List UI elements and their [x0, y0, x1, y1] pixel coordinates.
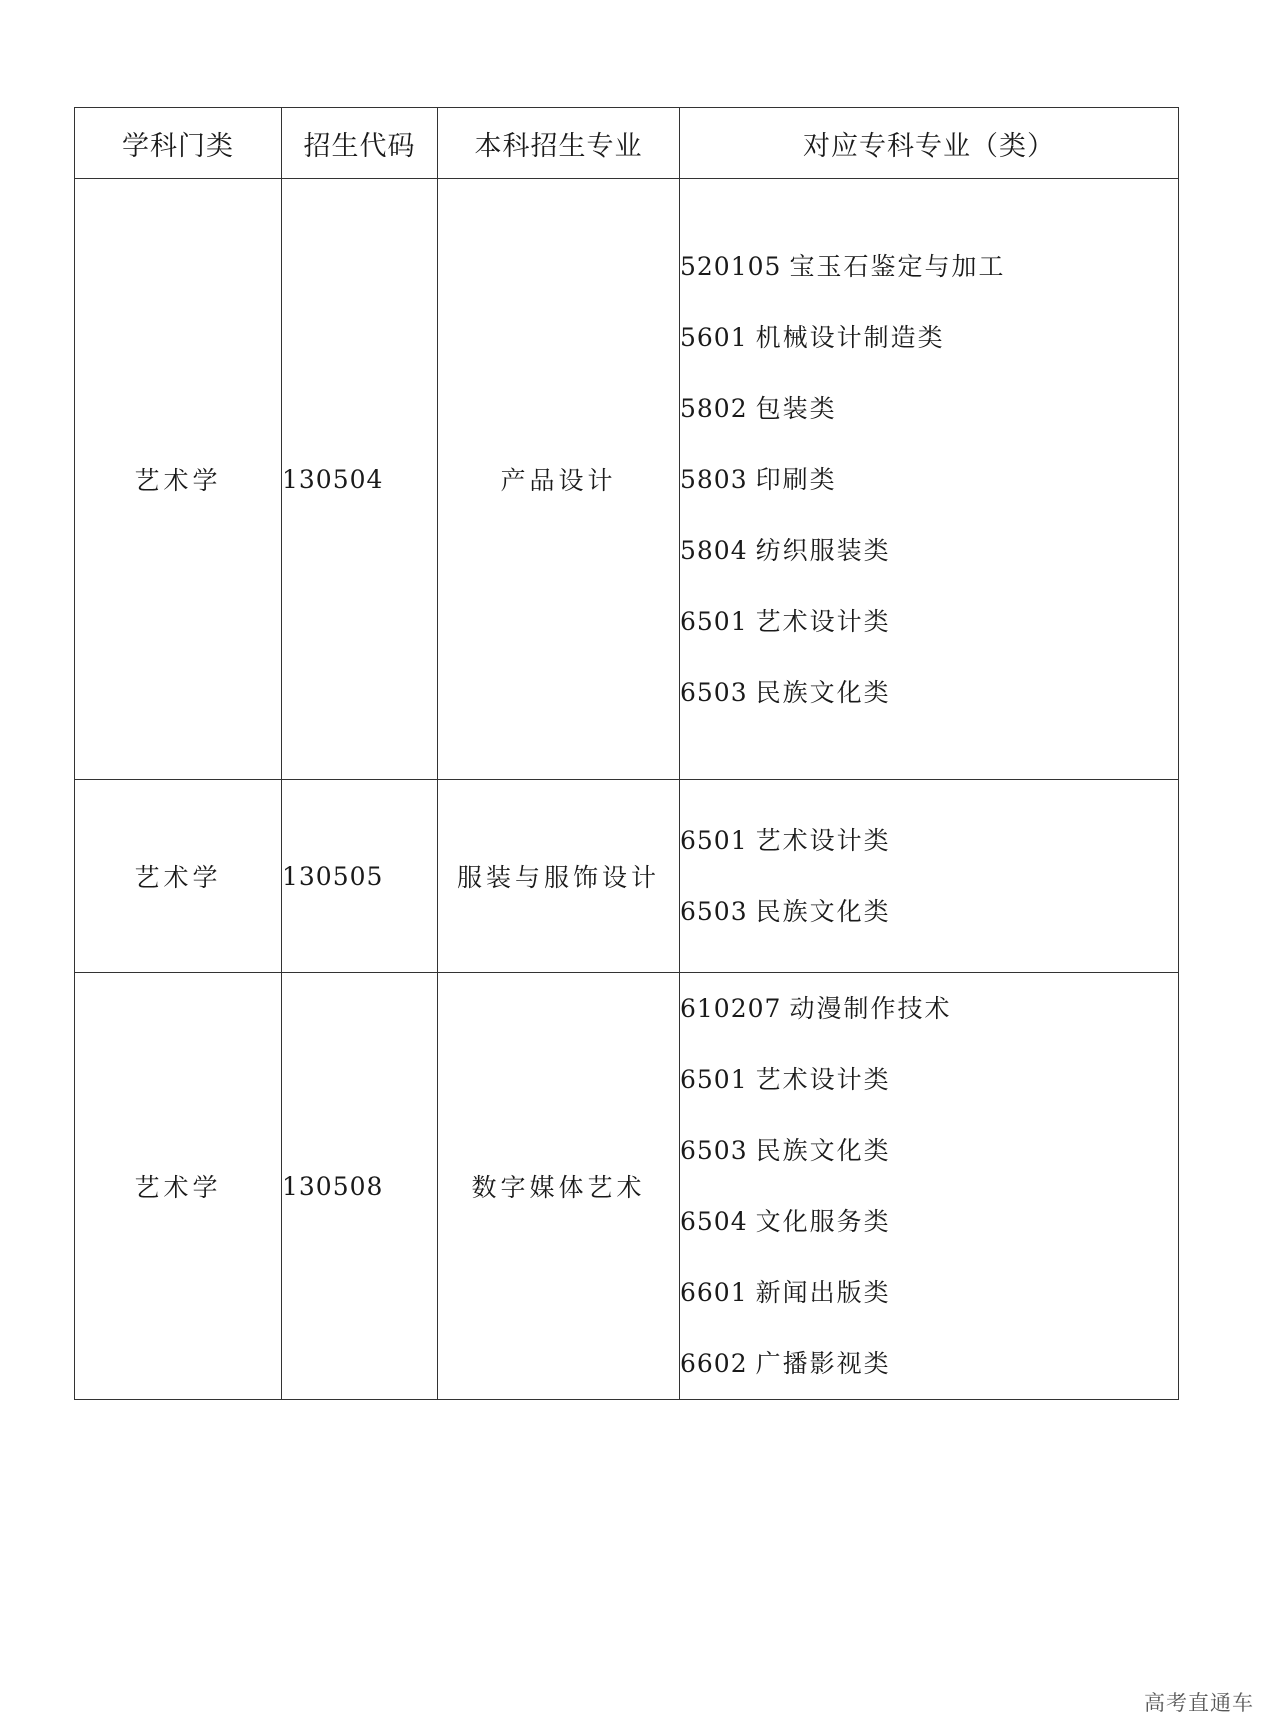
- list-item: [680, 586, 1178, 657]
- corr-code: 610207: [680, 994, 782, 1023]
- corresponding-list: [680, 231, 1178, 728]
- table-row: [75, 179, 1179, 780]
- list-item: [680, 973, 1178, 1044]
- code-cell: 130508: [282, 973, 438, 1400]
- corr-name: 印刷类: [755, 464, 837, 494]
- major-cell: 服装与服饰设计: [438, 780, 680, 973]
- list-item: [680, 1044, 1178, 1115]
- list-item: [680, 231, 1178, 302]
- corr-name: 纺织服装类: [755, 535, 891, 565]
- corr-code: 5803: [680, 464, 748, 494]
- corr-code: 5601: [680, 322, 748, 352]
- corr-name: 文化服务类: [755, 1207, 891, 1236]
- list-item: [680, 805, 1178, 876]
- corr-name: 艺术设计类: [755, 606, 891, 636]
- corr-name: 新闻出版类: [755, 1278, 891, 1307]
- corr-code: 6503: [680, 677, 748, 707]
- corr-code: 6501: [680, 826, 748, 855]
- corresponding-list: [680, 805, 1178, 947]
- list-item: [680, 657, 1178, 728]
- code-cell: 130504: [282, 179, 438, 780]
- code-cell: 130505: [282, 780, 438, 973]
- corr-code: 6504: [680, 1207, 748, 1236]
- major-cell: 产品设计: [438, 179, 680, 780]
- corr-code: 6601: [680, 1278, 748, 1307]
- list-item: [680, 444, 1178, 515]
- list-item: [680, 1328, 1178, 1399]
- corresponding-cell: [680, 780, 1179, 973]
- major-cell: 数字媒体艺术: [438, 973, 680, 1400]
- table-row: [75, 973, 1179, 1400]
- corresponding-list: [680, 973, 1178, 1399]
- list-item: [680, 515, 1178, 586]
- corr-code: 5804: [680, 535, 748, 565]
- list-item: [680, 876, 1178, 947]
- list-item: [680, 1115, 1178, 1186]
- corr-code: 5802: [680, 393, 748, 423]
- corr-code: 6503: [680, 1136, 748, 1165]
- corr-name: 机械设计制造类: [755, 322, 945, 352]
- header-category: 学科门类: [75, 108, 282, 179]
- header-corresponding: 对应专科专业（类）: [680, 108, 1179, 179]
- category-cell: 艺术学: [75, 179, 282, 780]
- table-header-row: [75, 108, 1179, 179]
- list-item: [680, 1186, 1178, 1257]
- corr-code: 6501: [680, 606, 748, 636]
- category-cell: 艺术学: [75, 973, 282, 1400]
- corresponding-cell: [680, 179, 1179, 780]
- table-row: [75, 780, 1179, 973]
- corr-code: 520105: [680, 251, 782, 281]
- corr-name: 广播影视类: [755, 1349, 891, 1378]
- list-item: [680, 1257, 1178, 1328]
- major-correspondence-table: [74, 107, 1179, 1400]
- corr-name: 民族文化类: [755, 677, 891, 707]
- corr-name: 动漫制作技术: [789, 994, 952, 1023]
- category-cell: 艺术学: [75, 780, 282, 973]
- header-major: 本科招生专业: [438, 108, 680, 179]
- watermark-text: 高考直通车: [1144, 1691, 1254, 1715]
- corr-code: 6503: [680, 897, 748, 926]
- corr-code: 6501: [680, 1065, 748, 1094]
- corr-name: 民族文化类: [755, 1136, 891, 1165]
- corr-name: 包装类: [755, 393, 837, 423]
- corr-name: 艺术设计类: [755, 1065, 891, 1094]
- corr-code: 6602: [680, 1349, 748, 1378]
- corr-name: 民族文化类: [755, 897, 891, 926]
- corresponding-cell: [680, 973, 1179, 1400]
- header-code: 招生代码: [282, 108, 438, 179]
- corr-name: 艺术设计类: [755, 826, 891, 855]
- list-item: [680, 373, 1178, 444]
- corr-name: 宝玉石鉴定与加工: [789, 251, 1006, 281]
- list-item: [680, 302, 1178, 373]
